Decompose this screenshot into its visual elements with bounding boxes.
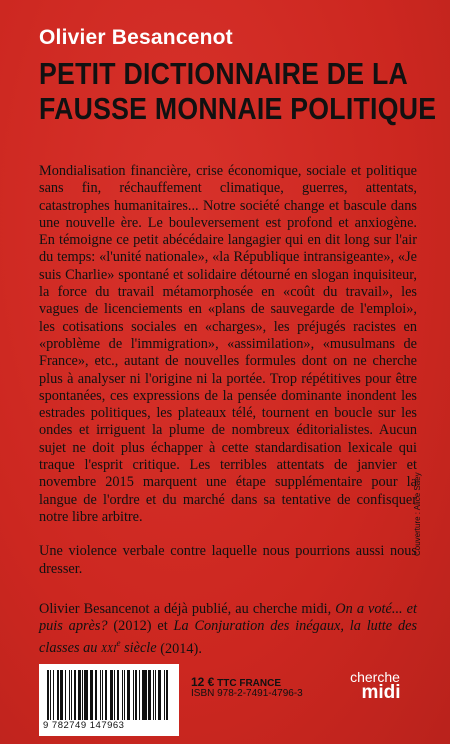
barcode-bar [164, 670, 165, 720]
author-bio [39, 601, 417, 658]
barcode-bar [71, 670, 72, 720]
barcode-bar [148, 670, 150, 720]
barcode-bar [102, 670, 103, 720]
barcode-bar [166, 670, 168, 720]
barcode-bar [158, 670, 161, 720]
barcode-bar [82, 670, 83, 720]
publisher-line-1: cherche [350, 669, 400, 685]
bio-century: xxi [100, 640, 117, 657]
barcode-bar [69, 670, 70, 720]
title-line-1: PETIT DICTIONNAIRE DE LA [39, 56, 409, 91]
blurb-paragraph-1: Mondialisation financière, crise économique, sociale et politique sans fin, réchauffement climatique, guerres, attentats, catastrophes humanitaires... Notre société change et bascule dans une nouvelle ère. Le bouleversement est profond et anxiogène. En témoigne ce petit abécédaire langagier qui en dit long sur l'air du temps: «l'unité nationale», «la République intransigeante», «Je suis Charlie» spontané et solidaire détourné en slogan inquisiteur, la force du travail métamorphosée en «coût du travail», les vagues de licenciements en «plans de sauvegarde de l'emploi», les cotisations sociales en «charges», les préjugés racistes en «problème de l'immigration», «assimilation», «musulmans de France», etc., autant de nouvelles formules dont on ne cherche plus à analyser ni l'origine ni la portée. Trop répétitives pour être spontanées, ces expressions de la pensée dominante inondent les estrades politiques, les plateaux télé, tournent en boucle sur les ondes et irriguent la plume de nombreux éditorialistes. Aucun sujet ne doit plus échapper à cette standardisation lexicale qui traque l'esprit critique. Les terribles attentats de janvier et novembre 2015 marquent une étape supplémentaire pour la langue de l'ordre et du marché dans sa tentative de confisquer notre libre arbitre. [39, 163, 417, 525]
barcode-bar [144, 670, 146, 720]
publisher-line-2: midi [361, 682, 401, 703]
barcode-bar [135, 670, 137, 720]
barcode-bar [105, 670, 107, 720]
blurb [39, 163, 417, 595]
bio-book-2-title: La Conjuration des inégaux, la lutte des classes au [39, 618, 418, 657]
barcode-bar [142, 670, 143, 720]
book-title [39, 56, 437, 126]
isbn: ISBN 978-2-7491-4796-3 [191, 688, 303, 699]
barcode-bar [117, 670, 119, 720]
barcode-bar [65, 670, 66, 720]
publisher-logo [340, 670, 410, 702]
price-suffix: TTC FRANCE [214, 678, 282, 689]
barcode-bars [47, 670, 171, 720]
barcode-bar [122, 670, 123, 720]
barcode-bar [110, 670, 113, 720]
blurb-paragraph-2: Une violence verbale contre laquelle nous pourrions aussi nous dresser. [39, 543, 417, 577]
barcode-bar [124, 670, 125, 720]
barcode-bar [78, 670, 80, 720]
bio-year-2: (2014). [156, 640, 202, 657]
price-amount: 12 € [191, 675, 215, 689]
barcode-bar [74, 670, 76, 720]
barcode-bar [127, 670, 130, 720]
barcode-bar [47, 670, 49, 720]
barcode-bar [139, 670, 140, 720]
barcode-bar [84, 670, 87, 720]
barcode-bar [153, 670, 154, 720]
barcode-bar [50, 670, 51, 720]
author-name: Olivier Besancenot [39, 26, 233, 49]
barcode-bar [114, 670, 115, 720]
barcode [39, 664, 179, 736]
barcode-bar [90, 670, 91, 720]
barcode-bar [92, 670, 93, 720]
barcode-bar [155, 670, 156, 720]
barcode-bar [95, 670, 97, 720]
barcode-bar [60, 670, 63, 720]
barcode-bar [133, 670, 134, 720]
title-line-2: FAUSSE MONNAIE POLITIQUE [39, 91, 437, 126]
bio-year-1: (2012) et [107, 618, 174, 635]
barcode-number: 9 782749 147963 [43, 720, 125, 731]
barcode-bar [57, 670, 59, 720]
cover-credit: Couverture : Alice Saey [413, 472, 422, 556]
barcode-bar [53, 670, 54, 720]
barcode-bar [100, 670, 101, 720]
bio-century-suffix: e [116, 638, 121, 649]
bio-book-2-end: siècle [120, 640, 157, 657]
bio-book-1: On a voté... et puis après? [39, 601, 417, 635]
bio-intro: Olivier Besancenot a déjà publié, au cherche midi, [39, 601, 336, 617]
